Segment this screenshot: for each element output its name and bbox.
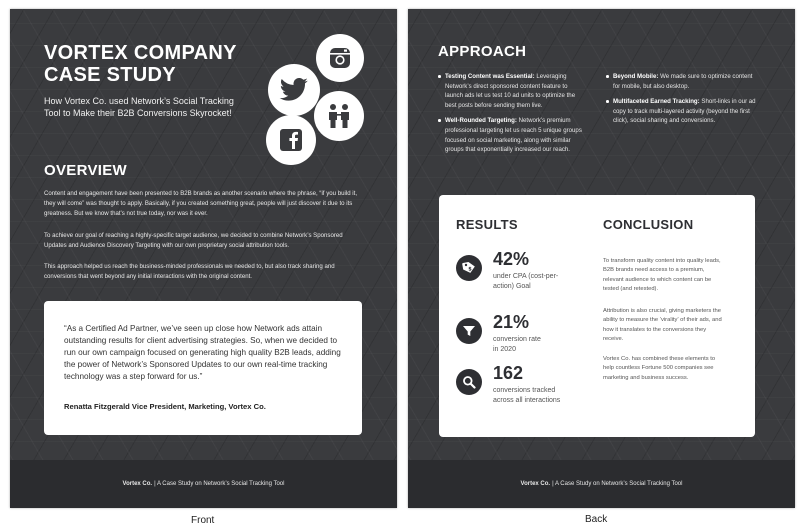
overview-paragraph: This approach helped us reach the business-minded professionals we needed to, but also track sharing and conversions that went beyond any initial interactions with the original content. (44, 263, 335, 280)
back-page (408, 9, 795, 508)
instagram-icon (316, 34, 364, 82)
result-value: 21% (493, 312, 530, 332)
twitter-icon (268, 64, 320, 116)
people-icon (314, 91, 364, 141)
title-line-2: CASE STUDY (44, 64, 176, 86)
footer-brand: Vortex Co. (122, 481, 153, 487)
conclusion-paragraph: To transform quality content into quality leads, B2B brands need access to a premium, relevant audience to which content can be tested (and retested). (603, 258, 721, 293)
results-conclusion-card (439, 195, 755, 437)
conclusion-heading: CONCLUSION (603, 217, 694, 232)
back-caption: Back (585, 514, 608, 525)
quote-text: “As a Certified Ad Partner, we’ve seen up close how Network ads attain outstanding results for client advertising strategies. So, when we decided to run our own campaign focused on generating high quality B2B leads, adding the power of Network’s Sponsored Updates to our own real-time tracking technology was a step forward for us.” (64, 324, 341, 381)
facebook-icon (266, 115, 316, 165)
overview-paragraph: To achieve our goal of reaching a highly-specific target audience, we decided to combine Network’s Sponsored Updates and Audience Discovery Targeting with our own proprietary social attribution tools. (44, 232, 343, 249)
front-caption: Front (191, 515, 215, 526)
result-description: conversions tracked across all interactions (493, 387, 561, 404)
approach-heading: APPROACH (438, 43, 527, 60)
overview-paragraph: Content and engagement have been presented to B2B brands as another scenario where the phrase, “if you build it, they will come” was thought to apply. Basically, if you created something great, people will just discover it due to its greatness. But we know that’s not true today, nor was it ever. (44, 190, 358, 217)
conclusion-paragraph: Attribution is also crucial, giving marketers the ability to measure the ‘virality’ of their ads, and how it translates to the conversions they receive. (603, 308, 722, 343)
page-footer (408, 460, 795, 508)
list-item: Multifaceted Earned Tracking: Short-links in our ad copy to track multi-layered activity (beyond the first click), social sharing and conversions. (606, 97, 758, 126)
result-description: under CPA (cost-per-action) Goal (493, 273, 559, 290)
quote-author: Renatta Fitzgerald Vice President, Marketing, Vortex Co. (64, 402, 266, 411)
page-footer (10, 460, 397, 508)
conclusion-paragraph: Vortex Co. has combined these elements to help countless Fortune 500 companies see marketing and business success. (603, 356, 716, 381)
footer-text: | A Case Study on Network’s Social Tracking Tool (552, 481, 683, 487)
funnel-icon (456, 318, 482, 344)
footer-brand: Vortex Co. (520, 481, 551, 487)
quote-card (44, 301, 362, 435)
title-line-1: VORTEX COMPANY (44, 42, 237, 64)
footer-text: | A Case Study on Network’s Social Tracking Tool (154, 481, 285, 487)
list-item: Testing Content was Essential: Leveraging Network’s direct sponsored content feature to launch ads let us test 10 ad units to optimize the best posts before sending them live. (438, 72, 586, 110)
overview-heading: OVERVIEW (44, 162, 127, 179)
list-item: Well-Rounded Targeting: Network’s premium professional targeting let us reach 5 unique groups focused on social marketing, along with similar groups that exponentially increased our reach. (438, 116, 586, 154)
results-heading: RESULTS (456, 217, 518, 232)
magnifier-icon (456, 369, 482, 395)
list-item: Beyond Mobile: We made sure to optimize content for mobile, but also desktop. (606, 72, 758, 91)
svg-text:$: $ (468, 266, 472, 273)
result-description: conversion rate in 2020 (493, 336, 541, 353)
page-subtitle: How Vortex Co. used Network’s Social Tracking Tool to Make their B2B Conversions Skyrocket! (44, 96, 234, 118)
approach-left-column (438, 72, 586, 161)
price-tag-icon (456, 255, 482, 281)
result-value: 162 (493, 363, 524, 383)
result-value: 42% (493, 249, 530, 269)
page-title (44, 42, 237, 86)
approach-right-column (606, 72, 758, 132)
front-page (10, 9, 397, 508)
